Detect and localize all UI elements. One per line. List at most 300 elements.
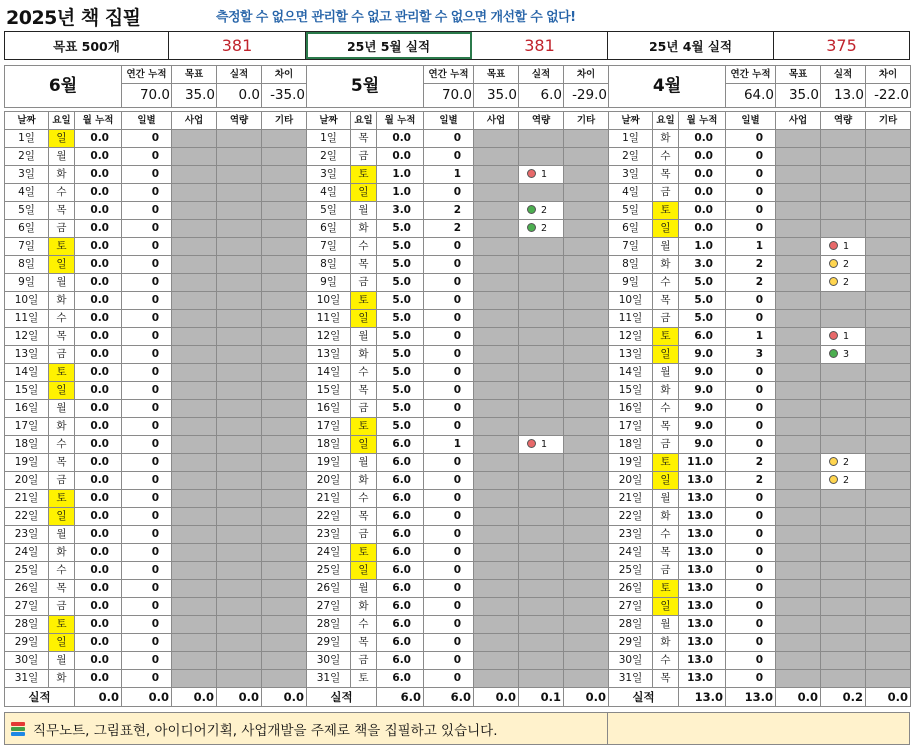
dow-cell[interactable]: 금 [653,562,679,580]
monthcum-cell[interactable]: 0.0 [75,184,122,202]
monthcum-cell[interactable]: 13.0 [679,652,726,670]
dow-cell[interactable]: 토 [351,418,377,436]
daily-cell[interactable]: 0 [726,364,776,382]
etc-cell[interactable] [564,130,609,148]
daily-cell[interactable]: 0 [122,598,172,616]
cap-cell[interactable] [217,346,262,364]
biz-cell[interactable] [474,310,519,328]
monthcum-cell[interactable]: 13.0 [679,562,726,580]
date-cell[interactable]: 7일 [5,238,49,256]
etc-cell[interactable] [262,346,307,364]
dow-cell[interactable]: 화 [653,634,679,652]
date-cell[interactable]: 8일 [5,256,49,274]
dow-cell[interactable]: 일 [49,130,75,148]
dow-cell[interactable]: 화 [49,670,75,688]
annual-label[interactable]: 연간 누적 [726,66,776,84]
biz-cell[interactable] [474,292,519,310]
biz-cell[interactable] [474,346,519,364]
monthcum-cell[interactable]: 6.0 [377,652,424,670]
diff-label[interactable]: 차이 [866,66,911,84]
date-cell[interactable]: 10일 [609,292,653,310]
daily-cell[interactable]: 0 [726,418,776,436]
cap-cell[interactable] [821,310,866,328]
daily-cell[interactable]: 0 [424,454,474,472]
date-cell[interactable]: 1일 [5,130,49,148]
total-daily[interactable]: 13.0 [726,688,776,707]
col-header-daily[interactable]: 일별 [726,112,776,130]
cap-cell[interactable] [519,670,564,688]
cap-cell[interactable] [217,220,262,238]
cap-cell[interactable] [217,184,262,202]
monthcum-cell[interactable]: 0.0 [75,238,122,256]
etc-cell[interactable] [262,166,307,184]
etc-cell[interactable] [866,616,911,634]
date-cell[interactable]: 4일 [5,184,49,202]
etc-cell[interactable] [262,220,307,238]
biz-cell[interactable] [776,490,821,508]
biz-cell[interactable] [474,508,519,526]
daily-cell[interactable]: 0 [122,526,172,544]
target-label[interactable]: 목표 [172,66,217,84]
daily-cell[interactable]: 0 [726,616,776,634]
etc-cell[interactable] [564,238,609,256]
cap-cell[interactable] [217,292,262,310]
cap-cell[interactable] [217,580,262,598]
cap-cell[interactable] [821,598,866,616]
monthcum-cell[interactable]: 1.0 [377,184,424,202]
dow-cell[interactable]: 화 [351,220,377,238]
etc-cell[interactable] [866,454,911,472]
etc-cell[interactable] [262,616,307,634]
target-value[interactable]: 35.0 [776,84,821,108]
etc-cell[interactable] [564,202,609,220]
monthcum-cell[interactable]: 9.0 [679,436,726,454]
col-header-dow[interactable]: 요일 [653,112,679,130]
date-cell[interactable]: 5일 [609,202,653,220]
col-header-daily[interactable]: 일별 [424,112,474,130]
daily-cell[interactable]: 0 [122,328,172,346]
monthcum-cell[interactable]: 13.0 [679,634,726,652]
monthcum-cell[interactable]: 0.0 [75,490,122,508]
biz-cell[interactable] [776,274,821,292]
daily-cell[interactable]: 0 [424,346,474,364]
date-cell[interactable]: 24일 [307,544,351,562]
monthcum-cell[interactable]: 0.0 [75,436,122,454]
date-cell[interactable]: 29일 [5,634,49,652]
cap-cell[interactable] [519,472,564,490]
daily-cell[interactable]: 0 [424,292,474,310]
dow-cell[interactable]: 목 [653,292,679,310]
daily-cell[interactable]: 0 [726,292,776,310]
monthcum-cell[interactable]: 5.0 [679,274,726,292]
daily-cell[interactable]: 0 [726,598,776,616]
biz-cell[interactable] [776,670,821,688]
date-cell[interactable]: 29일 [609,634,653,652]
monthcum-cell[interactable]: 5.0 [377,274,424,292]
biz-cell[interactable] [776,436,821,454]
date-cell[interactable]: 6일 [5,220,49,238]
biz-cell[interactable] [172,256,217,274]
daily-cell[interactable]: 0 [424,274,474,292]
monthcum-cell[interactable]: 0.0 [75,562,122,580]
daily-cell[interactable]: 0 [122,580,172,598]
etc-cell[interactable] [564,472,609,490]
dow-cell[interactable]: 목 [351,256,377,274]
biz-cell[interactable] [776,328,821,346]
cap-cell[interactable] [519,544,564,562]
daily-cell[interactable]: 2 [424,202,474,220]
footer-empty-cell[interactable] [608,712,910,745]
cap-cell[interactable] [217,652,262,670]
target-label[interactable]: 목표 [474,66,519,84]
col-header-dow[interactable]: 요일 [351,112,377,130]
date-cell[interactable]: 16일 [307,400,351,418]
monthcum-cell[interactable]: 6.0 [377,508,424,526]
etc-cell[interactable] [866,202,911,220]
monthcum-cell[interactable]: 0.0 [75,148,122,166]
biz-cell[interactable] [776,202,821,220]
total-daily[interactable]: 6.0 [424,688,474,707]
etc-cell[interactable] [564,346,609,364]
etc-cell[interactable] [262,544,307,562]
dow-cell[interactable]: 화 [653,508,679,526]
col-header-monthcum[interactable]: 월 누적 [377,112,424,130]
biz-cell[interactable] [776,382,821,400]
monthcum-cell[interactable]: 0.0 [75,544,122,562]
col-header-etc[interactable]: 기타 [262,112,307,130]
dow-cell[interactable]: 금 [49,598,75,616]
etc-cell[interactable] [262,490,307,508]
annual-label[interactable]: 연간 누적 [122,66,172,84]
date-cell[interactable]: 1일 [609,130,653,148]
etc-cell[interactable] [564,454,609,472]
date-cell[interactable]: 14일 [609,364,653,382]
col-header-etc[interactable]: 기타 [866,112,911,130]
date-cell[interactable]: 27일 [5,598,49,616]
date-cell[interactable]: 4일 [307,184,351,202]
dow-cell[interactable]: 목 [653,544,679,562]
cap-cell[interactable] [519,436,564,454]
biz-cell[interactable] [474,634,519,652]
biz-cell[interactable] [776,544,821,562]
dow-cell[interactable]: 목 [653,166,679,184]
etc-cell[interactable] [866,220,911,238]
etc-cell[interactable] [262,526,307,544]
dow-cell[interactable]: 목 [653,418,679,436]
daily-cell[interactable]: 2 [726,256,776,274]
dow-cell[interactable]: 토 [351,670,377,688]
biz-cell[interactable] [776,562,821,580]
cap-cell[interactable] [519,490,564,508]
biz-cell[interactable] [776,508,821,526]
monthcum-cell[interactable]: 5.0 [679,292,726,310]
date-cell[interactable]: 21일 [307,490,351,508]
actual-value[interactable]: 6.0 [519,84,564,108]
etc-cell[interactable] [866,130,911,148]
etc-cell[interactable] [262,328,307,346]
daily-cell[interactable]: 0 [122,670,172,688]
dow-cell[interactable]: 목 [49,328,75,346]
cap-cell[interactable] [519,166,564,184]
col-header-dow[interactable]: 요일 [49,112,75,130]
cap-cell[interactable] [519,364,564,382]
dow-cell[interactable]: 수 [653,526,679,544]
date-cell[interactable]: 27일 [307,598,351,616]
etc-cell[interactable] [866,580,911,598]
daily-cell[interactable]: 0 [726,130,776,148]
col-header-biz[interactable]: 사업 [474,112,519,130]
biz-cell[interactable] [776,634,821,652]
dow-cell[interactable]: 일 [49,382,75,400]
total-cap[interactable]: 0.1 [519,688,564,707]
cap-cell[interactable] [217,634,262,652]
etc-cell[interactable] [262,670,307,688]
monthcum-cell[interactable]: 13.0 [679,544,726,562]
monthcum-cell[interactable]: 5.0 [377,328,424,346]
date-cell[interactable]: 23일 [609,526,653,544]
biz-cell[interactable] [776,256,821,274]
cap-cell[interactable] [519,526,564,544]
dow-cell[interactable]: 목 [351,634,377,652]
month-title[interactable]: 6월 [5,66,122,108]
etc-cell[interactable] [564,274,609,292]
dow-cell[interactable]: 일 [351,310,377,328]
cap-cell[interactable] [821,220,866,238]
dow-cell[interactable]: 금 [351,274,377,292]
monthcum-cell[interactable]: 0.0 [75,220,122,238]
cap-cell[interactable] [217,364,262,382]
goal-value[interactable]: 381 [169,32,306,59]
cap-cell[interactable] [519,220,564,238]
monthcum-cell[interactable]: 5.0 [377,238,424,256]
etc-cell[interactable] [262,418,307,436]
date-cell[interactable]: 18일 [307,436,351,454]
daily-cell[interactable]: 0 [122,634,172,652]
biz-cell[interactable] [474,202,519,220]
daily-cell[interactable]: 0 [424,184,474,202]
may-label[interactable]: 25년 5월 실적 [306,32,472,59]
date-cell[interactable]: 31일 [609,670,653,688]
date-cell[interactable]: 8일 [609,256,653,274]
daily-cell[interactable]: 0 [424,328,474,346]
month-title[interactable]: 4월 [609,66,726,108]
dow-cell[interactable]: 화 [653,256,679,274]
target-value[interactable]: 35.0 [172,84,217,108]
dow-cell[interactable]: 토 [653,580,679,598]
date-cell[interactable]: 2일 [609,148,653,166]
date-cell[interactable]: 11일 [307,310,351,328]
dow-cell[interactable]: 수 [49,436,75,454]
dow-cell[interactable]: 월 [49,526,75,544]
cap-cell[interactable] [821,670,866,688]
monthcum-cell[interactable]: 0.0 [75,508,122,526]
col-header-etc[interactable]: 기타 [564,112,609,130]
monthcum-cell[interactable]: 5.0 [679,310,726,328]
date-cell[interactable]: 17일 [5,418,49,436]
biz-cell[interactable] [172,382,217,400]
biz-cell[interactable] [172,634,217,652]
date-cell[interactable]: 2일 [307,148,351,166]
date-cell[interactable]: 12일 [5,328,49,346]
biz-cell[interactable] [172,292,217,310]
daily-cell[interactable]: 0 [122,238,172,256]
monthcum-cell[interactable]: 0.0 [75,526,122,544]
monthcum-cell[interactable]: 0.0 [75,418,122,436]
monthcum-cell[interactable]: 6.0 [377,526,424,544]
annual-label[interactable]: 연간 누적 [424,66,474,84]
biz-cell[interactable] [172,328,217,346]
daily-cell[interactable]: 1 [424,436,474,454]
etc-cell[interactable] [866,400,911,418]
etc-cell[interactable] [262,454,307,472]
cap-cell[interactable] [217,328,262,346]
etc-cell[interactable] [564,418,609,436]
daily-cell[interactable]: 0 [424,544,474,562]
total-cap[interactable]: 0.2 [821,688,866,707]
date-cell[interactable]: 14일 [307,364,351,382]
cap-cell[interactable] [217,490,262,508]
date-cell[interactable]: 25일 [307,562,351,580]
date-cell[interactable]: 17일 [609,418,653,436]
daily-cell[interactable]: 0 [122,454,172,472]
month-title[interactable]: 5월 [307,66,424,108]
etc-cell[interactable] [262,634,307,652]
biz-cell[interactable] [172,616,217,634]
date-cell[interactable]: 23일 [5,526,49,544]
cap-cell[interactable] [821,436,866,454]
daily-cell[interactable]: 1 [726,328,776,346]
diff-label[interactable]: 차이 [262,66,307,84]
date-cell[interactable]: 13일 [609,346,653,364]
monthcum-cell[interactable]: 5.0 [377,400,424,418]
biz-cell[interactable] [776,148,821,166]
cap-cell[interactable] [217,202,262,220]
cap-cell[interactable] [217,130,262,148]
biz-cell[interactable] [776,292,821,310]
cap-cell[interactable] [519,274,564,292]
daily-cell[interactable]: 0 [122,202,172,220]
dow-cell[interactable]: 토 [49,238,75,256]
cap-cell[interactable] [217,616,262,634]
etc-cell[interactable] [262,292,307,310]
monthcum-cell[interactable]: 5.0 [377,256,424,274]
annual-value[interactable]: 70.0 [122,84,172,108]
etc-cell[interactable] [866,148,911,166]
dow-cell[interactable]: 수 [351,616,377,634]
dow-cell[interactable]: 화 [49,292,75,310]
cap-cell[interactable] [519,598,564,616]
col-header-daily[interactable]: 일별 [122,112,172,130]
monthcum-cell[interactable]: 6.0 [377,616,424,634]
cap-cell[interactable] [217,382,262,400]
annual-value[interactable]: 70.0 [424,84,474,108]
etc-cell[interactable] [564,184,609,202]
dow-cell[interactable]: 화 [351,472,377,490]
monthcum-cell[interactable]: 0.0 [75,634,122,652]
daily-cell[interactable]: 0 [122,166,172,184]
etc-cell[interactable] [866,292,911,310]
daily-cell[interactable]: 0 [122,184,172,202]
date-cell[interactable]: 26일 [307,580,351,598]
date-cell[interactable]: 14일 [5,364,49,382]
totals-label[interactable]: 실적 [307,688,377,707]
etc-cell[interactable] [866,436,911,454]
date-cell[interactable]: 3일 [5,166,49,184]
dow-cell[interactable]: 금 [49,472,75,490]
monthcum-cell[interactable]: 9.0 [679,418,726,436]
daily-cell[interactable]: 0 [122,310,172,328]
daily-cell[interactable]: 0 [122,418,172,436]
etc-cell[interactable] [564,508,609,526]
date-cell[interactable]: 7일 [307,238,351,256]
cap-cell[interactable] [821,202,866,220]
date-cell[interactable]: 18일 [5,436,49,454]
diff-value[interactable]: -22.0 [866,84,911,108]
etc-cell[interactable] [564,310,609,328]
biz-cell[interactable] [172,364,217,382]
daily-cell[interactable]: 2 [424,220,474,238]
daily-cell[interactable]: 0 [726,220,776,238]
monthcum-cell[interactable]: 0.0 [679,130,726,148]
cap-cell[interactable] [821,652,866,670]
cap-cell[interactable] [821,508,866,526]
biz-cell[interactable] [172,130,217,148]
date-cell[interactable]: 11일 [609,310,653,328]
biz-cell[interactable] [474,418,519,436]
total-etc[interactable]: 0.0 [866,688,911,707]
cap-cell[interactable] [217,544,262,562]
etc-cell[interactable] [564,634,609,652]
biz-cell[interactable] [776,418,821,436]
dow-cell[interactable]: 월 [653,490,679,508]
biz-cell[interactable] [172,220,217,238]
date-cell[interactable]: 20일 [609,472,653,490]
cap-cell[interactable] [821,418,866,436]
cap-cell[interactable] [821,328,866,346]
date-cell[interactable]: 30일 [307,652,351,670]
etc-cell[interactable] [866,670,911,688]
biz-cell[interactable] [474,364,519,382]
col-header-date[interactable]: 날짜 [609,112,653,130]
dow-cell[interactable]: 월 [653,616,679,634]
daily-cell[interactable]: 0 [122,472,172,490]
etc-cell[interactable] [564,670,609,688]
monthcum-cell[interactable]: 0.0 [75,454,122,472]
date-cell[interactable]: 1일 [307,130,351,148]
daily-cell[interactable]: 0 [122,652,172,670]
cap-cell[interactable] [519,616,564,634]
biz-cell[interactable] [474,670,519,688]
monthcum-cell[interactable]: 0.0 [75,256,122,274]
dow-cell[interactable]: 수 [49,184,75,202]
daily-cell[interactable]: 0 [424,148,474,166]
date-cell[interactable]: 19일 [307,454,351,472]
date-cell[interactable]: 13일 [5,346,49,364]
cap-cell[interactable] [821,454,866,472]
etc-cell[interactable] [262,400,307,418]
cap-cell[interactable] [519,508,564,526]
dow-cell[interactable]: 화 [49,544,75,562]
biz-cell[interactable] [172,274,217,292]
etc-cell[interactable] [564,148,609,166]
cap-cell[interactable] [821,400,866,418]
cap-cell[interactable] [821,616,866,634]
biz-cell[interactable] [172,148,217,166]
total-biz[interactable]: 0.0 [474,688,519,707]
dow-cell[interactable]: 월 [49,400,75,418]
etc-cell[interactable] [866,328,911,346]
cap-cell[interactable] [217,562,262,580]
